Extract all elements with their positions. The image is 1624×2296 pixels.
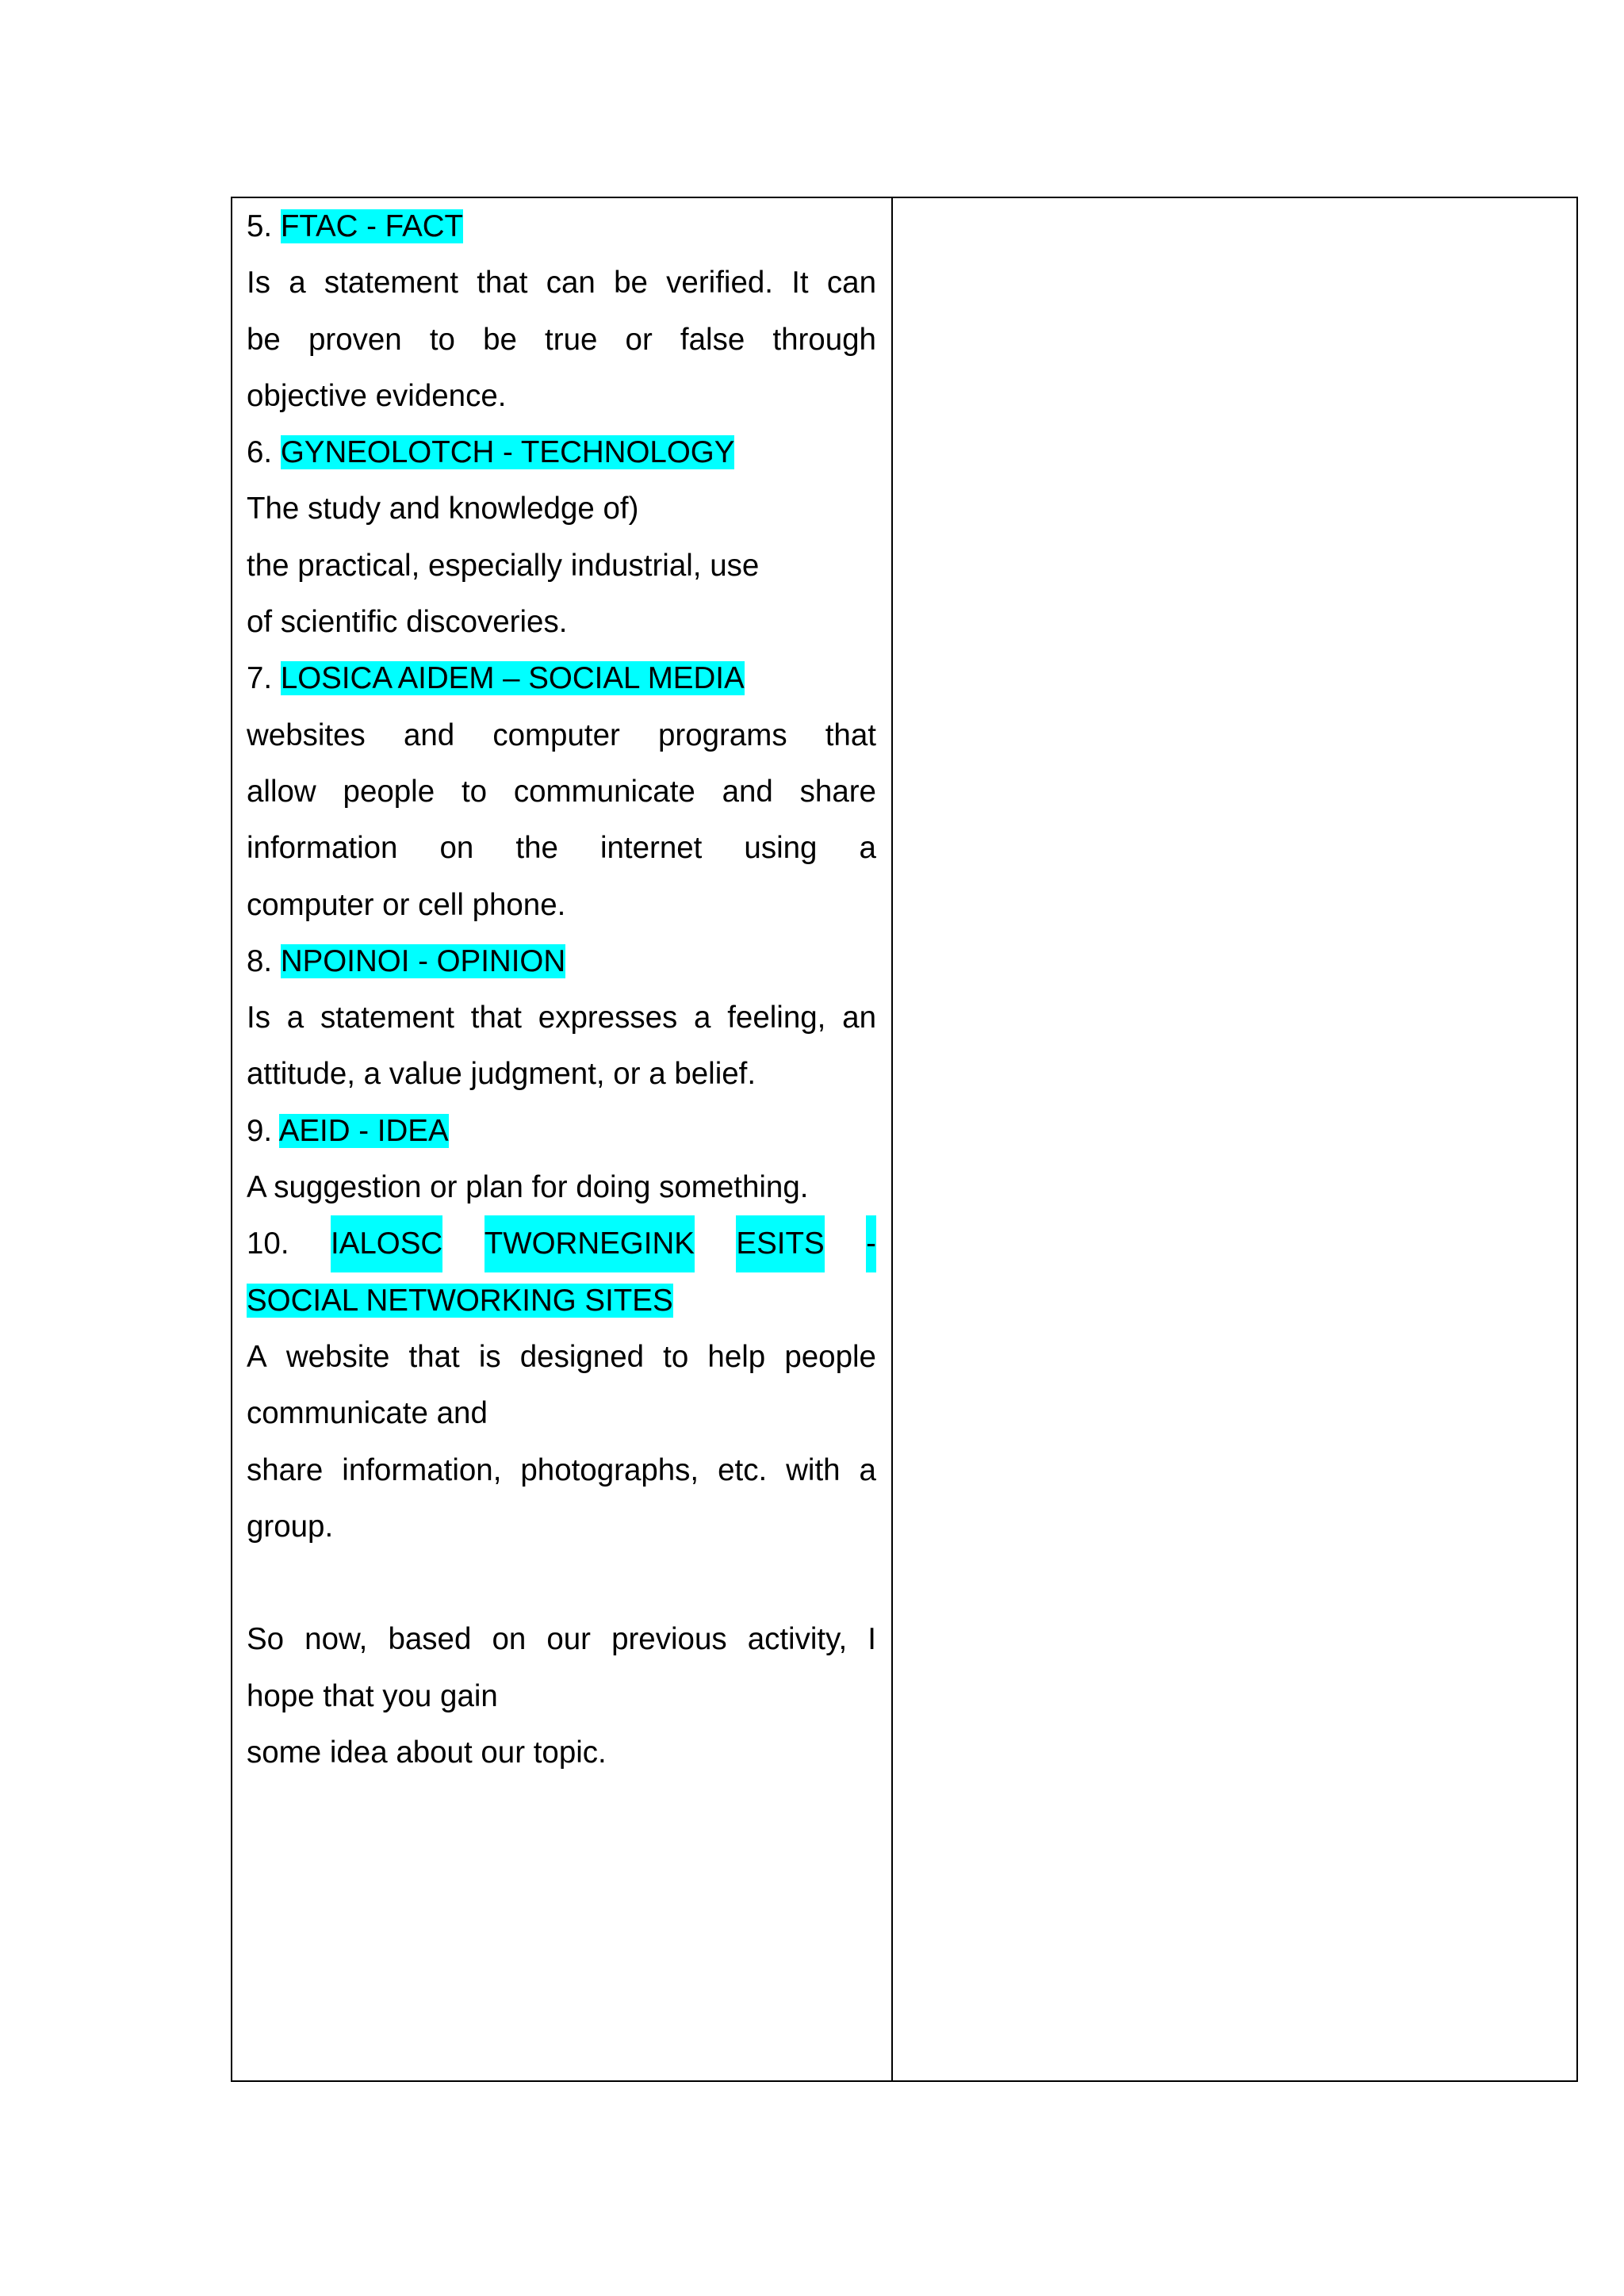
table-cell-left bbox=[232, 198, 893, 2080]
definition-word: on bbox=[439, 831, 474, 866]
item-number: 8. bbox=[247, 943, 281, 978]
definition-word: a bbox=[694, 1001, 711, 1035]
definition-word: that bbox=[825, 718, 876, 752]
definition-line bbox=[247, 1329, 876, 1385]
definition-word: designed bbox=[519, 1339, 645, 1374]
definition-word: a bbox=[289, 266, 306, 300]
term-highlight: NPOINOI - OPINION bbox=[280, 943, 566, 978]
definition-word: A bbox=[247, 1339, 267, 1374]
term-highlight: - bbox=[866, 1215, 876, 1272]
definition-word: be bbox=[247, 322, 281, 357]
definition-word: proven bbox=[308, 322, 402, 357]
definition-line: of scientific discoveries. bbox=[247, 605, 568, 640]
definition-word: to bbox=[429, 322, 455, 357]
definition-word: the bbox=[515, 831, 558, 866]
definition-word: and bbox=[722, 774, 773, 809]
term-heading bbox=[247, 933, 876, 989]
item-number: 7. bbox=[247, 661, 281, 696]
term-heading bbox=[247, 650, 876, 706]
definition-word: feeling, bbox=[727, 1001, 826, 1035]
definition-word: false bbox=[680, 322, 745, 357]
lesson-table bbox=[231, 197, 1578, 2082]
definition-word: can bbox=[546, 266, 596, 300]
definition-word: Is bbox=[247, 1001, 270, 1035]
definition-word: expresses bbox=[538, 1001, 678, 1035]
definition-word: with bbox=[786, 1452, 841, 1487]
term-heading bbox=[247, 198, 876, 254]
term-highlight: SOCIAL NETWORKING SITES bbox=[247, 1283, 673, 1318]
definition-word: verified. bbox=[666, 266, 773, 300]
term-highlight: TWORNEGINK bbox=[485, 1215, 695, 1272]
definition-word: programs bbox=[657, 718, 787, 752]
closing-line bbox=[247, 1611, 876, 1667]
definition-word: using bbox=[744, 831, 818, 866]
definition-word: now, bbox=[304, 1622, 368, 1657]
definition-line bbox=[247, 989, 876, 1046]
definition-word: people bbox=[343, 774, 435, 809]
definition-word: computer bbox=[492, 718, 620, 752]
definition-word: help bbox=[707, 1339, 766, 1374]
term-highlight: IALOSC bbox=[331, 1215, 442, 1272]
item-number: 6. bbox=[247, 435, 281, 470]
definition-word: be bbox=[614, 266, 648, 300]
term-heading bbox=[247, 424, 876, 480]
definition-word: through bbox=[772, 322, 876, 357]
definition-line bbox=[247, 820, 876, 876]
definition-word: internet bbox=[599, 831, 703, 866]
definition-word: an bbox=[842, 1001, 876, 1035]
definition-word: to bbox=[663, 1339, 689, 1374]
definition-word: allow bbox=[247, 774, 316, 809]
definition-line: attitude, a value judgment, or a belief. bbox=[247, 1057, 756, 1092]
definition-word: our bbox=[546, 1622, 591, 1657]
definition-word: that bbox=[477, 266, 528, 300]
definition-word: share bbox=[247, 1452, 324, 1487]
definition-word: It bbox=[791, 266, 809, 300]
definition-line: objective evidence. bbox=[247, 378, 507, 413]
definition-word: I bbox=[868, 1622, 876, 1657]
definition-word: previous bbox=[611, 1622, 727, 1657]
item-number: 9. bbox=[247, 1113, 279, 1148]
term-highlight: FTAC - FACT bbox=[280, 209, 464, 243]
definition-word: website bbox=[285, 1339, 390, 1374]
definition-word: true bbox=[545, 322, 598, 357]
definition-word: that bbox=[470, 1001, 522, 1035]
definition-line bbox=[247, 763, 876, 820]
definition-line: The study and knowledge of) bbox=[247, 492, 639, 526]
vocabulary-list bbox=[247, 198, 876, 1781]
definition-word: people bbox=[784, 1339, 876, 1374]
definition-word: that bbox=[408, 1339, 460, 1374]
definition-word: information, bbox=[342, 1452, 502, 1487]
term-heading bbox=[247, 1103, 876, 1159]
definition-word: photographs, bbox=[520, 1452, 699, 1487]
definition-line: communicate and bbox=[247, 1396, 488, 1431]
definition-line: the practical, especially industrial, use bbox=[247, 548, 760, 583]
definition-word: communicate bbox=[513, 774, 695, 809]
item-number: 5. bbox=[247, 209, 281, 243]
definition-word: a bbox=[859, 1452, 876, 1487]
definition-line bbox=[247, 1442, 876, 1498]
definition-word: So bbox=[247, 1622, 285, 1657]
blank-line bbox=[247, 1555, 876, 1611]
definition-word: on bbox=[492, 1622, 527, 1657]
definition-word: a bbox=[286, 1001, 304, 1035]
definition-line bbox=[247, 254, 876, 311]
closing-line: some idea about our topic. bbox=[247, 1735, 607, 1770]
definition-word: websites bbox=[247, 718, 366, 752]
item-number: 10. bbox=[247, 1226, 289, 1261]
term-highlight: ESITS bbox=[736, 1215, 824, 1272]
definition-word: or bbox=[625, 322, 653, 357]
definition-word: share bbox=[799, 774, 876, 809]
term-highlight: LOSICA AIDEM – SOCIAL MEDIA bbox=[280, 661, 745, 696]
definition-line: group. bbox=[247, 1509, 334, 1544]
definition-word: be bbox=[483, 322, 517, 357]
definition-line bbox=[247, 312, 876, 368]
definition-word: based bbox=[388, 1622, 472, 1657]
definition-word: activity, bbox=[747, 1622, 848, 1657]
definition-word: etc. bbox=[718, 1452, 768, 1487]
definition-word: and bbox=[403, 718, 455, 752]
definition-word: Is bbox=[247, 266, 270, 300]
term-heading-continued bbox=[247, 1272, 876, 1329]
term-heading bbox=[247, 1215, 876, 1272]
term-highlight: AEID - IDEA bbox=[278, 1113, 449, 1148]
definition-word: to bbox=[461, 774, 488, 809]
definition-word: is bbox=[478, 1339, 501, 1374]
definition-word: statement bbox=[324, 266, 458, 300]
definition-word: can bbox=[826, 266, 876, 300]
definition-line: computer or cell phone. bbox=[247, 887, 566, 922]
definition-word: a bbox=[859, 831, 876, 866]
definition-line bbox=[247, 707, 876, 763]
table-cell-right bbox=[893, 198, 1576, 2080]
definition-line: A suggestion or plan for doing something. bbox=[247, 1170, 809, 1205]
definition-word: statement bbox=[320, 1001, 454, 1035]
definition-word: information bbox=[247, 831, 398, 866]
term-highlight: GYNEOLOTCH - TECHNOLOGY bbox=[280, 435, 735, 470]
closing-line: hope that you gain bbox=[247, 1678, 498, 1713]
